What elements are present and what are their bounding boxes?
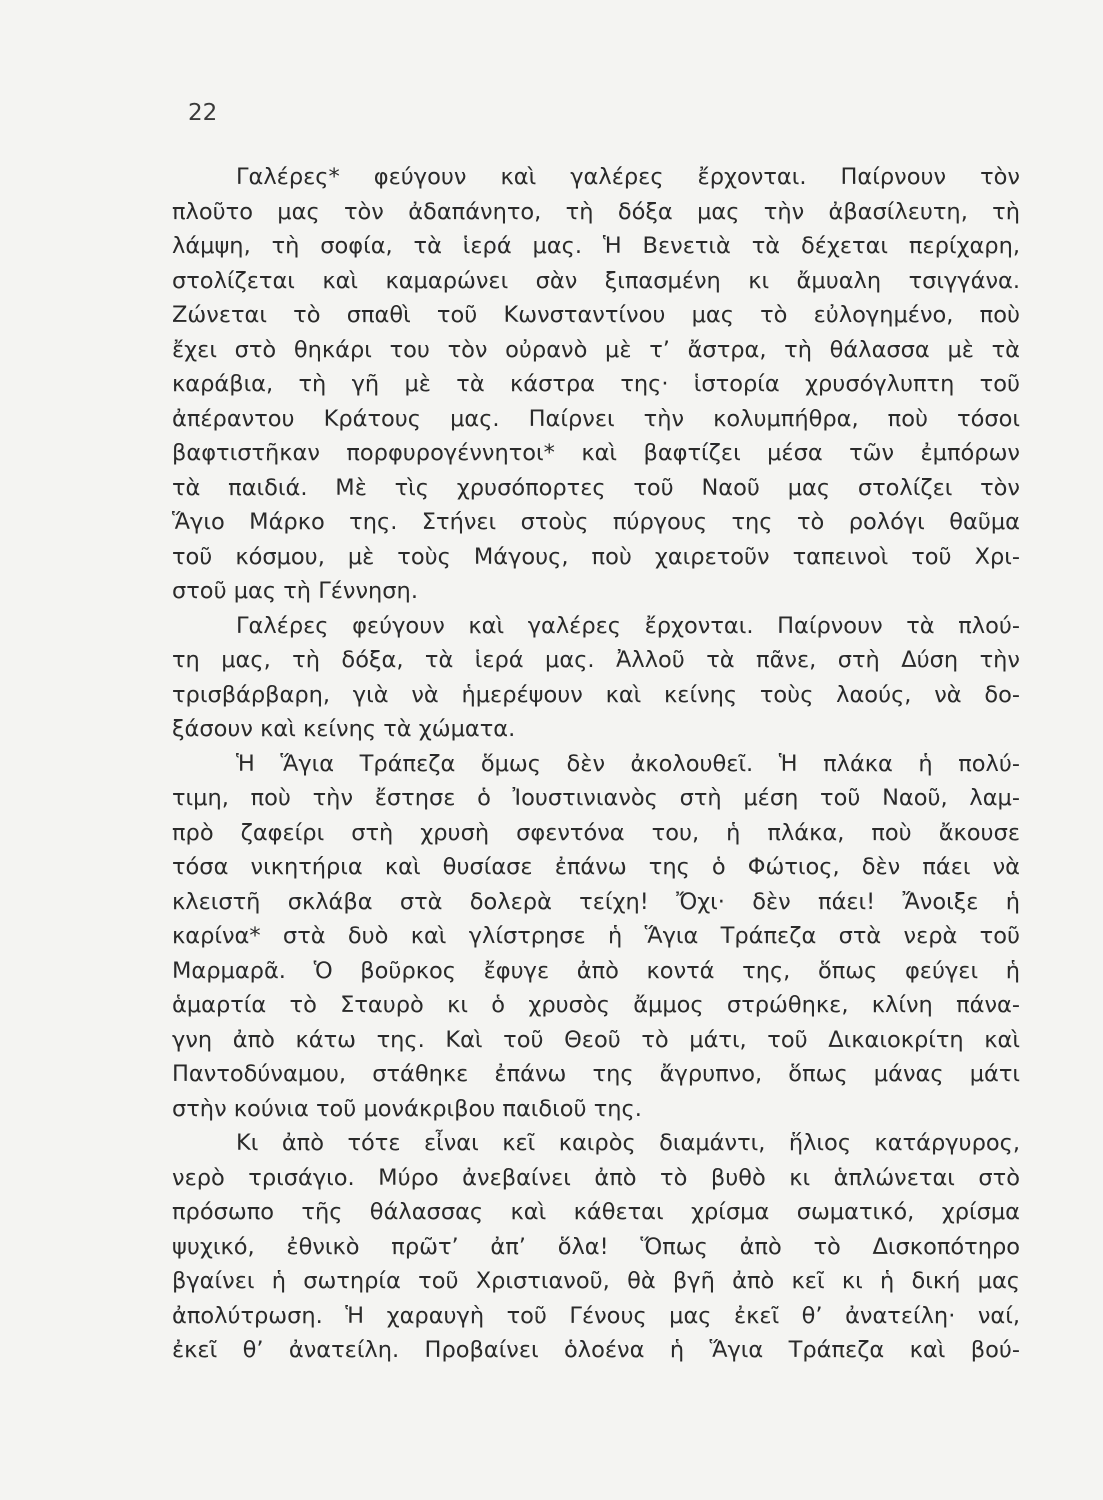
text-line: Κι ἀπὸ τότε εἶναι κεῖ καιρὸς διαμάντι, ἥλιος κατάργυρος, (236, 1130, 1020, 1156)
text-line: Παντοδύναμου, στάθηκε ἐπάνω της ἄγρυπνο, ὅπως μάνας μάτι (172, 1061, 1020, 1087)
text-line: ξάσουν καὶ κείνης τὰ χώματα. (172, 716, 516, 742)
text-line: Ἅγιο Μάρκο της. Στήνει στοὺς πύργους της τὸ ρολόγι θαῦμα (172, 509, 1020, 535)
text-line: ἔχει στὸ θηκάρι του τὸν οὐρανὸ μὲ τ’ ἄστρα, τὴ θάλασσα μὲ τὰ (172, 336, 1020, 363)
text-line: Γαλέρες* φεύγουν καὶ γαλέρες ἔρχονται. Παίρνουν τὸν (236, 164, 1020, 190)
text-line: τὰ παιδιά. Μὲ τὶς χρυσόπορτες τοῦ Ναοῦ μας στολίζει τὸν (172, 474, 1020, 501)
text-line: τοῦ κόσμου, μὲ τοὺς Μάγους, ποὺ χαιρετοῦν ταπεινοὶ τοῦ Χρι- (172, 543, 1020, 570)
text-line: ἐκεῖ θ’ ἀνατείλη. Προβαίνει ὁλοένα ἡ Ἅγια Τράπεζα καὶ βού- (172, 1337, 1020, 1363)
text-line: ψυχικό, ἐθνικὸ πρῶτ’ ἀπ’ ὅλα! Ὅπως ἀπὸ τὸ Δισκοπότηρο (172, 1233, 1020, 1260)
text-line: τιμη, ποὺ τὴν ἔστησε ὁ Ἰουστινιανὸς στὴ μέση τοῦ Ναοῦ, λαμ- (172, 785, 1020, 811)
text-line: στοῦ μας τὴ Γέννηση. (172, 578, 418, 604)
body-text (172, 160, 1020, 1368)
text-line: λάμψη, τὴ σοφία, τὰ ἱερά μας. Ἡ Βενετιὰ τὰ δέχεται περίχαρη, (172, 233, 1020, 259)
text-line: πρόσωπο τῆς θάλασσας καὶ κάθεται χρίσμα σωματικό, χρίσμα (172, 1199, 1020, 1225)
text-line: πλοῦτο μας τὸν ἀδαπάνητο, τὴ δόξα μας τὴν ἀβασίλευτη, τὴ (172, 198, 1020, 225)
text-line: Ἡ Ἅγια Τράπεζα ὅμως δὲν ἀκολουθεῖ. Ἡ πλάκα ἡ πολύ- (236, 750, 1020, 777)
text-line: τόσα νικητήρια καὶ θυσίασε ἐπάνω της ὁ Φώτιος, δὲν πάει νὰ (172, 854, 1020, 880)
text-line: πρὸ ζαφείρι στὴ χρυσὴ σφεντόνα του, ἡ πλάκα, ποὺ ἄκουσε (172, 819, 1020, 846)
text-line: Ζώνεται τὸ σπαθὶ τοῦ Κωνσταντίνου μας τὸ εὐλογημένο, ποὺ (172, 302, 1020, 328)
text-line: τη μας, τὴ δόξα, τὰ ἱερά μας. Ἀλλοῦ τὰ πᾶνε, στὴ Δύση τὴν (172, 647, 1020, 673)
text-line: στὴν κούνια τοῦ μονάκριβου παιδιοῦ της. (172, 1095, 642, 1122)
text-line: βγαίνει ἡ σωτηρία τοῦ Χριστιανοῦ, θὰ βγῆ ἀπὸ κεῖ κι ἡ δική μας (172, 1268, 1020, 1294)
text-line: ἁμαρτία τὸ Σταυρὸ κι ὁ χρυσὸς ἄμμος στρώθηκε, κλίνη πάνα- (172, 992, 1020, 1018)
text-line: καρίνα* στὰ δυὸ καὶ γλίστρησε ἡ Ἅγια Τράπεζα στὰ νερὰ τοῦ (172, 923, 1020, 949)
text-line: ἀπέραντου Κράτους μας. Παίρνει τὴν κολυμπήθρα, ποὺ τόσοι (172, 405, 1020, 432)
text-line: γνη ἀπὸ κάτω της. Καὶ τοῦ Θεοῦ τὸ μάτι, τοῦ Δικαιοκρίτη καὶ (172, 1026, 1020, 1053)
text-line: Μαρμαρᾶ. Ὁ βοῦρκος ἔφυγε ἀπὸ κοντά της, ὅπως φεύγει ἡ (172, 957, 1020, 984)
text-line: κλειστῆ σκλάβα στὰ δολερὰ τείχη! Ὄχι· δὲν πάει! Ἄνοιξε ἡ (172, 888, 1020, 915)
text-line: στολίζεται καὶ καμαρώνει σὰν ξιπασμένη κι ἄμυαλη τσιγγάνα. (172, 267, 1020, 294)
text-line: τρισβάρβαρη, γιὰ νὰ ἡμερέψουν καὶ κείνης τοὺς λαούς, νὰ δο- (172, 681, 1020, 708)
text-line: ἀπολύτρωση. Ἡ χαραυγὴ τοῦ Γένους μας ἐκεῖ θ’ ἀνατείλη· ναί, (172, 1302, 1020, 1329)
text-line: καράβια, τὴ γῆ μὲ τὰ κάστρα της· ἱστορία χρυσόγλυπτη τοῦ (172, 371, 1020, 397)
page-number: 22 (188, 100, 218, 126)
text-line: Γαλέρες φεύγουν καὶ γαλέρες ἔρχονται. Παίρνουν τὰ πλού- (236, 612, 1020, 639)
text-line: βαφτιστῆκαν πορφυρογέννητοι* καὶ βαφτίζει μέσα τῶν ἐμπόρων (172, 440, 1020, 466)
text-line: νερὸ τρισάγιο. Μύρο ἀνεβαίνει ἀπὸ τὸ βυθὸ κι ἁπλώνεται στὸ (172, 1164, 1020, 1191)
